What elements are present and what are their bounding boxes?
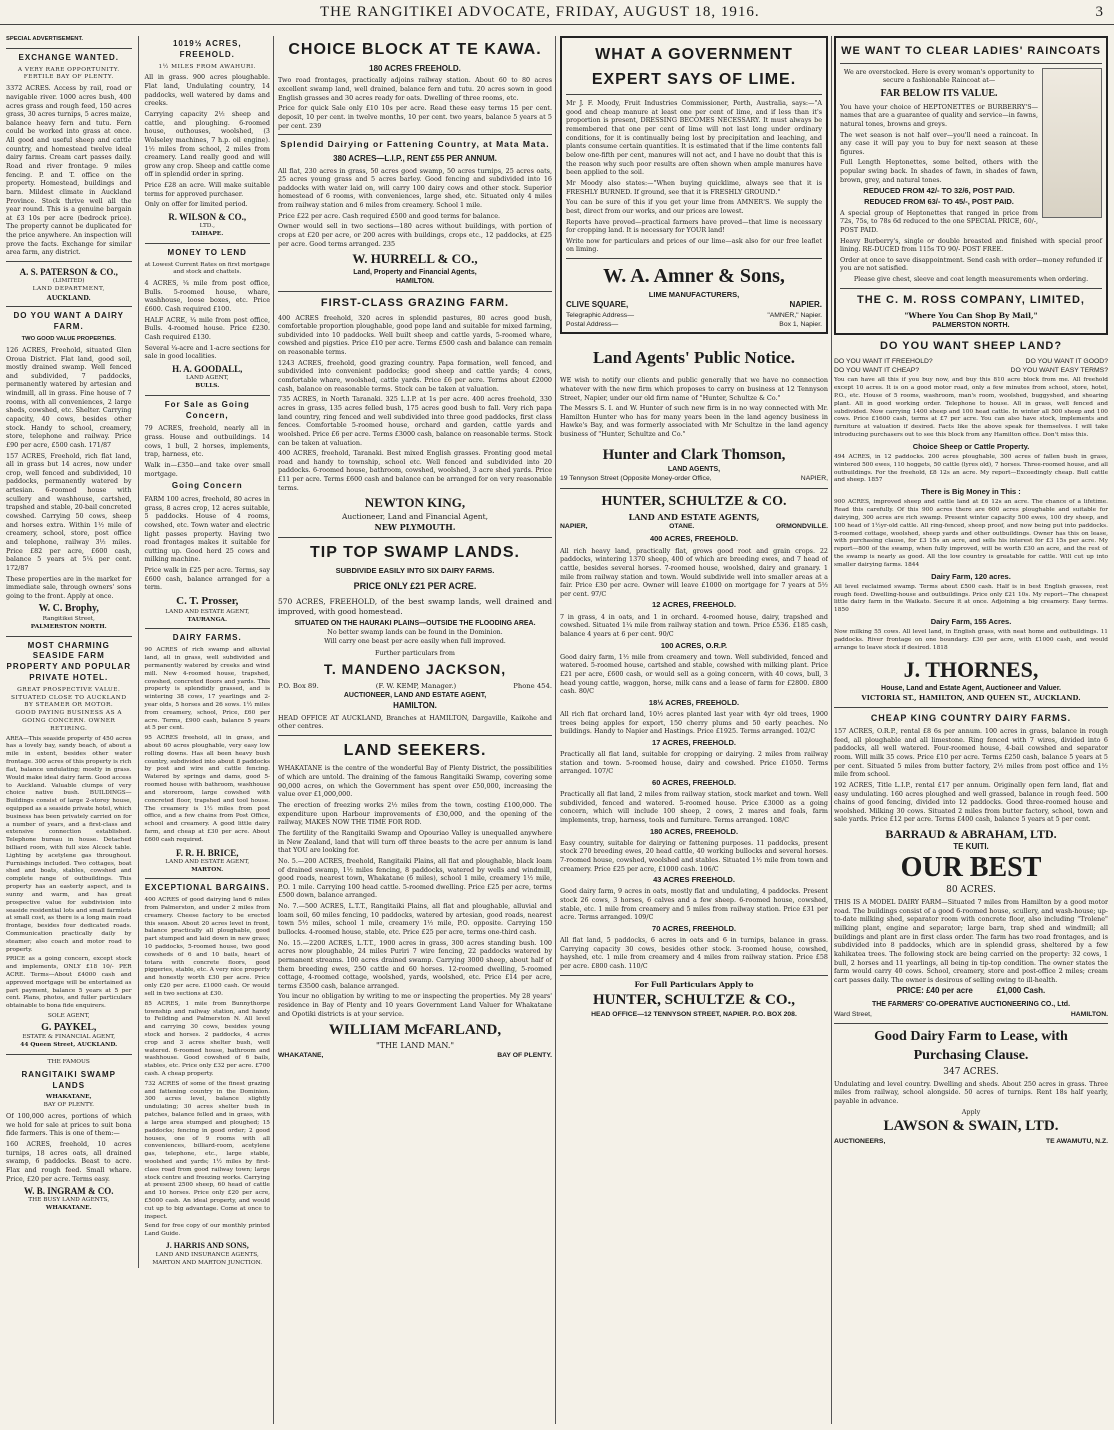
listing: 192 ACRES, Title L.I.P., rental £17 per annum. Originally open fern land, flat and easy undulating. 160 acres ploughed and well grassed, balance in rough feed. 500 chains of good fencing, divided into 12 paddocks. Good three-roomed house and woolshed. Milking 30 cows. Situated 2 miles from butter factory, school, town and sale yards. Price £12 per acre. Terms £400 cash, balance 5 years at 5 per cent. [834,780,1108,824]
hs-firm: HUNTER, SCHULTZE & CO. [601,493,787,509]
agent-name: H. A. GOODALL, [172,363,243,374]
raincoat-city: PALMERSTON NORTH. [932,321,1010,329]
agent-name: R. WILSON & CO., [168,212,247,223]
hs-towns [560,522,828,531]
notice-title: Land Agents' Public Notice. [592,348,796,368]
agent-name: J. THORNES, [903,656,1039,682]
agent-title: LAND AND INSURANCE AGENTS, [155,1251,259,1258]
listing: 126 ACRES, Freehold, situated Glen Oroua District. Flat land, good soil, mostly drained swamp. Well fenced and subdivided, 7 paddocks, permanently watered by artesian and windmill, all in grass. Fine house of 7 rooms, with all conveniences, 2 large sheds, cowshed, etc. Shelter. Carrying capacity, 40 cows, besides other stock. Handy to school, creamery, store, telephone and railway. Price £90 per acre, £500 cash. 171/87 [6,345,132,449]
listing: HALF ACRE, ¼ mile from post office, Bulls. 4-roomed house. Price £230. Cash required £130. [144,315,270,342]
hs-office: HEAD OFFICE—12 TENNYSON STREET, NAPIER. P.O. BOX 208. [591,1011,797,1019]
listing: Practically all flat land, 2 miles from railway station, stock market and town. Well subdivided, fenced and watered. 5-roomed house. Price £3000 as a going concern, which will include 100 sheep, 2 cows, 2 mares and foals, farm implements, trap, harness, tools and furniture. Terms arranged. 108/C [560,790,828,824]
agent-name: J. HARRIS AND SONS, [165,1241,249,1251]
listing: 90 ACRES of rich swamp and alluvial land, all in grass, well subdivided and permanently watered by creeks and wind mill. New 4-roomed house, trapshed, cowshed, concreted floors and yards. This property is splendidly grassed, and is wintering 38 cows, 17 yearlings and 2-year olds, 5 horses and 26 sows. 1½ miles from creamery, school, Price, £60 per acre. Terms, £900 cash, balance 5 years at 5 per cent. [144,647,270,732]
agent-phone: Phone 454. [513,682,552,691]
listing-heading: 180 ACRES, FREEHOLD. [649,826,739,836]
paterson-name: A. S. PATERSON & CO., [19,267,118,278]
listing: Good dairy farm, 1½ mile from creamery and town. Well subdivided, fenced and watered. 5-roomed house, cartshed and stable, cowshed with milking plant. Price £21 per acre, £600 cash, or would sell as a going concern, with 40 cows, bull, 3 head young cattle, waggon, horse, milk cans and a lease of farm for £2800. £800 cash. 80/C [560,652,828,696]
lime-body: Mr J. F. Moody, Fruit Industries Commissioner, Perth, Australia, says:—"A good and cheap manure at least one per cent of lime, and if less than it's proportion is present, DRESSING BECOMES NECESSARY. It must always be remembered that one per cent of lime will not last long under ordinary conditions, for it is continually being lost by precipitation and leaching, and plants consume certain quantities. It is estimated that if the lime contents fall below one-fifth per cent, manures will not act, and I have no doubt that this is the reason why such poor results are often shown when ample manures have been applied to the soil. [566,99,822,177]
best-address-row [834,1010,1108,1019]
subcolumn-right [145,36,271,1268]
lime-reports: Reports have proved—practical farmers have proved—that lime is necessary for cropping land. It is necessary for YOUR land! [566,217,822,235]
lease-acres: 347 ACRES. [943,1066,999,1077]
column-2 [278,36,552,1426]
listing: 157 ACRES, Freehold, rich flat land, all in grass but 14 acres, now under crop, well fenced and subdivided, 10 paddocks, permanently watered by artesian. 6-roomed house with scullery and washhouse, cartshed, trapshed and stable, 20-bail concreted cowshed. Carrying 50 cows, sheep and horses extra. Within 1½ mile of creamery, school, store, post office and telephone, railway 3½ miles. Price £82 per acre, £600 cash, balance 5 years at 5¼ per cent. 172/87 [6,451,132,572]
lease-title: Good Dairy Farm to Lease, with [874,1028,1068,1044]
paterson-city: AUCKLAND. [46,293,91,302]
grazing-title: FIRST-CLASS GRAZING FARM. [320,296,510,309]
best-city: HAMILTON. [1070,1010,1108,1018]
raincoat-price-1: REDUCED FROM 42/- TO 32/6, POST PAID. [863,186,1015,196]
sheep-title: DO YOU WANT SHEEP LAND? [879,340,1063,353]
listing: 732 ACRES of some of the finest grazing and fattening country in the Dominion. 300 acres level, balance slightly undulating; 30 acres shelter bush in patches, balance felled and in grass, with a large area stumped and ploughed; 15 paddocks; fencing in good order; 2 good houses, one of 9 rooms with all conveniences, billiard-room, acetylene gas, telephone, etc., large stable, woolshed and yards; 1½ miles by first-class road from good railway town; large stock centre and freezing works. Carrying at present 2500 sheep, 60 head of cattle and 10 horses. Price only £20 per acre, £5000 cash. An ideal property, and would cut up to big advantage. Come at once to inspect. [144,1080,270,1220]
raincoat-below: FAR BELOW ITS VALUE. [880,88,998,100]
agent-name: NEWTON KING, [364,495,466,511]
agent-ltd: LTD., [199,223,215,230]
agent-street: Rangitikei Street, [42,615,95,622]
lime-moody: Mr Moody also states:—"When buying quicklime, always see that it is FRESHLY BURNED. If ground, see that it is FRESHLY GROUND." [566,178,822,196]
listing: All rich heavy land, practically flat, grows good root and grain crops. 22 paddocks, wintering 1370 sheep, 400 of which are breeding ewes, and 7 head of cattle, besides several horses. 7-roomed house, woolshed, dairy and granary. 1 mile from railway station and town. Would subdivide well into smaller areas at a fair. Price £30 per acre. Owner will leave £1000 on mortgage for 7 years at 5½ per cent. 97/C [560,546,828,598]
agent-title: Auctioneer, Land and Financial Agent, [341,511,489,521]
seekers-title: LAND SEEKERS. [343,741,487,759]
agent-bay: BAY OF PLENTY. [497,1052,552,1060]
listing: 160 ACRES, freehold, 10 acres turnips, 18 acres oats, all drained swamp, 6 paddocks. Beast to acre. Flax and rough feed. Small whare. Price, £20 per acre. Terms easy. [6,1139,132,1183]
listing-heading: 17 ACRES, FREEHOLD. [652,737,736,747]
listing: These properties are in the market for immediate sale, through owners' sons going to the front. Apply at once. [6,574,132,600]
agent-city: WHAKATANE. [45,1205,92,1212]
column-rule [273,36,274,1424]
listing: Practically all flat land, suitable for cropping or dairying. 2 miles from railway station and town. 5-roomed house, dairy and cowshed. Price £1050. Terms arranged. 107/C [560,750,828,776]
going-title2: Going Concern [171,481,243,491]
agent-name: T. MANDENO JACKSON, [323,661,507,678]
listing-heading: 12 ACRES, FREEHOLD. [652,600,736,610]
column-rule [831,36,832,1424]
lime-firm: W. A. Amner & Sons, [603,265,785,288]
agent-city: WHAKATANE, [278,1052,324,1060]
agent-title: LAND AND ESTATE AGENT, [165,858,250,865]
awahuri-title: 1019½ ACRES, FREEHOLD. [172,39,242,59]
agent-title: LAND AND ESTATE AGENT, [165,608,250,615]
lime-street: CLIVE SQUARE, [566,300,629,310]
agent-city: TAIHAPE. [191,230,224,237]
lime-city: NAPIER. [789,300,822,310]
agent-title: ESTATE & FINANCIAL AGENT, [22,1034,116,1041]
agent-office: HEAD OFFICE AT AUCKLAND, Branches at HAMILTON, Dargaville, Kaikohe and other centres. [278,713,552,731]
listing: All flat land, 5 paddocks, 6 acres in oats and 6 in turnips, balance in grass. Carrying capacity 30 cows, besides other stock. 3-roomed house, cowshed, hayshed, etc. 1 mile from creamery and 4 miles from railway station. Price £58 per acre. £800 cash. 110/C [560,936,828,971]
listing: FARM 100 acres, freehold, 80 acres in grass, 8 acres crop, 12 acres suitable, 5 paddocks. House of 4 rooms, cowshed, etc. Town water and electric light passes property. Having two road frontages makes it suitable for cutting up. Good herd 25 cows and milking machine. [144,494,270,564]
lime-title2: EXPERT SAYS OF LIME. [591,70,797,88]
money-sub: at Lowest Current Rates on first mortgage and stock and chattels. [144,261,270,276]
sole-agent: SOLE AGENT, [47,1013,90,1020]
swamp-pay: Will carry one beast per acre easily when full improved. [324,637,506,645]
best-price-row [834,986,1108,997]
matamata-owner: Owner would sell in two sections—180 acres without buildings, with portion of crops at £20 per acre, or 200 acres with buildings, crops etc., 12 paddocks, at £25 per acre. Good terms arranged. 235 [278,222,552,248]
listing-heading: Dairy Farm, 155 Acres. [930,617,1012,627]
best-price: PRICE: £40 per acre [896,986,973,996]
hotel-sub: GREAT PROSPECTIVE VALUE. SITUATED CLOSE TO AUCKLAND BY STEAMER OR MOTOR. [11,686,127,709]
lease-title2: Purchasing Clause. [913,1047,1029,1063]
agent-city: HAMILTON. [395,278,435,286]
listing: 400 ACRES, freehold, Taranaki. Best mixed English grasses. Fronting good metal road and handy to township, school etc. Well fenced and subdivided into 20 paddocks. 6-roomed house, bathroom, cowshed, woolshed, 3 acre shed yards. Price £11 per acre. Terms £600 cash and balance can be arranged for on very reasonable terms. [278,449,552,492]
going-title: For Sale as Going Concern, [164,399,250,420]
matamata-body: All flat, 230 acres in grass, 50 acres good swamp, 50 acres turnips, 25 acres oats, 25 acres young grass and 5 acres barley. Good fencing and subdivided into 16 paddocks with water laid on, will carry 100 dairy cows and other stock. Superior homestead of 6 rooms, with conveniences, large shed, etc. Situated only 4 miles from railway station and 6 miles from creamery. School 1 mile. [278,166,552,210]
seekers-body3: The fertility of the Rangitaiki Swamp and Opouriao Valley is unequalled anywhere in New Zealand, land that will turn off three beasts to the acre per annum is land that YOU are looking for. [278,828,552,855]
sheep-question: DO YOU WANT IT GOOD? [1025,358,1108,366]
lease-firm: LAWSON & SWAIN, LTD. [883,1118,1059,1135]
listing-heading: Dairy Farm, 120 acres. [931,571,1011,581]
listing: Easy country, suitable for dairying or fattening purposes. 11 paddocks, present stock 270 breeding ewes, 20 head cattle, 40 working bullocks and several horses. 7-roomed house, cowshed, woolshed and stables. Situated 1½ mile from town and creamery. Price £25 per acre, £1000 cash. 106/C [560,838,828,873]
raincoat-body: You have your choice of HEPTONETTES or BURBERRY'S—names that are a guarantee of quality and service—in fawns, natural tones, browns and greys. [840,102,1038,128]
swamp-sub: SUBDIVIDE EASILY INTO SIX DAIRY FARMS. [335,566,495,576]
raincoat-wet: The wet season is not half over—you'll need a raincoat. In any case it will pay you to buy for next season at these figures. [840,130,1038,156]
hs-agents: LAND AND ESTATE AGENTS, [628,511,760,522]
listing: No. 7.—500 ACRES, L.T.T., Rangitaiki Plains, all flat and ploughable, alluvial and loam soil, 60 miles fencing, 10 paddocks, watered by artesian, good roads, nearest town 5½ miles, school 1 mile, creamery 1½ mile, P.O. opposite. Carrying 150 bullocks. 4-roomed house, stable, etc. Price £25 per acre, terms one-third cash. [278,902,552,936]
lease-t1: AUCTIONEERS, [834,1137,886,1145]
listing: Good dairy farm, 9 acres in oats, mostly flat and undulating, 4 paddocks. Present stock 26 cows, 3 horses, 6 calves and a few sheep. 6-roomed house, cowshed, stable, etc. 1 mile from creamery and 5 miles from railway station. Price £31 per acre. Terms arranged. 109/C [560,887,828,922]
lime-write: Write now for particulars and prices of our lime—ask also for our free leaflet on liming. [566,236,822,254]
matamata-title: Splendid Dairying or Fattening Country, at Mata Mata. [280,139,550,150]
listing: 900 ACRES, improved sheep and cattle land at £6 12s an acre. The chance of a lifetime. Read this carefully. Of this 900 acres there are 600 acres ploughable and suitable for dairying, 300 acres are rich swamp. Present winter capacity 500 ewes, 100 dry sheep, and 100 head of 1½yr-old cattle. All ring-fenced, sheep proof, and now being put into paddocks. 5-roomed cottage, woolshed, sheep yards and other outbuildings. Owner has this on lease, with purchasing clause, for £3 15s an acre, and sells his interest for £3 15s per acre. My report—800 of the swamp, when fully improved, will be worth £30 an acre, and the rest of the swamp is nearly as good. All the low country is greatable for cattle. Will cut up into smaller dairying farms. 1844 [834,499,1108,568]
agent-title: Land, Property and Financial Agents, [353,268,477,276]
tekawa-body: Two road frontages, practically adjoins railway station. About 60 to 80 acres excellent swamp land, well drained, balance fern and tutu. 20 acres sown in good English grasses and 30 acres ready for oats. Dwelling of three rooms, etc. [278,76,552,102]
sheep-body: You can have all this if you buy now, and buy this 810 acre block from me. All freehold except 10 acres. It is on a good motor road, only a few minutes from school, store, hotel, P.O., etc. House of 5 rooms, washroom, man's room, woolshed, buggyshed, and shearing plant. All in good working order. Telephone to house. All in grass, well fenced and subdivided. Now carrying 1400 sheep and 100 head cattle. In winter all 500 sheep and 100 cows. Price £1600 cash, terms at £7 per acre. You can also have stock, implements and furniture at valuation if desired. Facts like the above speak for themselves. I will take introducing purchasers out to see this block from any Hamilton office. Don't miss this. [834,377,1108,439]
raincoat-ad [834,36,1108,335]
listing: Send for free copy of our monthly printed Land Guide. [144,1223,270,1238]
hotel-price: PRICE as a going concern, except stock and implements, ONLY £18 10/- PER ACRE. Terms—About £4000 cash and approved mortgage will be entertained as part payment, balance 5 years at 5 per cent. Plans, photos, and fuller particulars obtainable to bona fide enquirers. [6,956,132,1010]
masthead-title: THE RANGITIKEI ADVOCATE, FRIDAY, AUGUST 18, 1916. [320,4,760,20]
lime-trade: LIME MANUFACTURERS, [648,290,740,300]
king-title: CHEAP KING COUNTRY DAIRY FARMS. [870,712,1072,723]
hs-town: OTANE. [669,523,695,531]
agent-city: NEW PLYMOUTH. [374,522,456,533]
notice-agents: LAND AGENTS, [667,466,721,474]
agent-city: HAMILTON. [393,700,437,710]
swamp-situated: SITUATED ON THE HAURAKI PLAINS—OUTSIDE THE FLOODING AREA. [294,619,536,627]
raincoat-title: WE WANT TO CLEAR LADIES' RAINCOATS [841,45,1101,57]
sheep-question: DO YOU WANT IT FREEHOLD? [834,358,933,366]
rangitaiki-title: RANGITAIKI SWAMP LANDS [21,1069,116,1090]
lease-address-row [834,1137,1108,1146]
agent-address: 44 Queen Street, AUCKLAND. [20,1042,118,1049]
hotel-body: AREA—This seaside property of 450 acres has a lovely bay, sandy beach, of about a mile in extent, besides other water frontage. 300 acres of this property is rich flat, balance undulating; mostly in grass. Would make ideal dairy farm. Good access to Auckland. Valuable clumps of very choice native bush. BUILDINGS—Buildings consist of large 2-storey house, equipped as a seaside private hotel, which business has been privately carried on for a number of years, and a first-class and extensive connection established. Telephone bureau in house. Detached billiard room, with full size Alcock table. Lighting by acetylene gas throughout. Furnishings included. Two cottages, boat shed and boats, stables, cowshed and complete range of outbuildings. This property has an easterly aspect, and is sunny and warm, and has great prospective value for subdivision into seaside residential lots and small farmlets at small cost, as there is a long main road frontage, besides four dedicated roads. Communication practically daily by steamer; also coach and motor road to property. [6,735,132,953]
listing-heading: 43 ACRES FREEHOLD. [653,875,735,885]
agent-location-row [278,1051,552,1060]
lime-postal-label: Postal Address— [566,321,619,329]
listing-heading: 400 ACRES, FREEHOLD. [649,534,739,544]
agent-title: House, Land and Estate Agent, Auctioneer and Valuer. [881,685,1061,693]
best-street: Ward Street, [834,1010,872,1018]
raincoat-order: Order at once to save disappointment. Send cash with order—money refunded if you are not satisfied. [840,255,1102,273]
rangitaiki-bay: BAY OF PLENTY. [43,1102,94,1109]
lime-title: WHAT A GOVERNMENT [595,46,793,63]
listing-heading: There is Big Money in This : [921,487,1021,497]
exchange-body: 3372 ACRES. Access by rail, road or navigable river. 1000 acres bush, 400 acres grass and rough feed, 150 acres grass, 30 acres turnips, 5 acres maize, balance heavy fern and tutu. Fern could be worked into grass at once. All good and useful sheep and cattle country, and homestead twelve ideal dairy farms. Cream cart passes daily. Road and river frontage. 9 miles fencing. P. and T. office on the property. Homestead, buildings and barn. Mildest climate in Auckland Province. Stock thrive well all the year round. This is a genuine bargain at £3 10s per acre (bedrock price). The property cannot be duplicated for the price anywhere. An inspection will prove the facts. Exchange for similar area farm, any district. [6,84,132,257]
special-ad-label: SPECIAL ADVERTISEMENT. [6,36,83,42]
listing: 95 ACRES freehold, all in grass, and about 60 acres ploughable, very easy low rolling downs. Has all been heavy bush country, subdivided into about 8 paddocks by post and wire and cattle fencing. Watered by springs and dams, good 5-roomed house with bathroom, washhouse and storeroom, large cowshed with concreted floor, trapshed and tool house. The creamery is 1½ miles from post office, and a few chains from Post Office, school and creamery. A good little dairy farm, and cheap at £30 per acre. About £600 cash required. [144,735,270,843]
swamp-better: No better swamp lands can be found in the Dominion. [327,628,503,637]
agent-city: BULLS. [195,382,220,389]
swamp-further: Further particulars from [375,648,455,657]
agent-name: WILLIAM McFARLAND, [328,1022,502,1039]
seekers-you: You incur no obligation by writing to me or inspecting the properties. My 28 years' residence in Bay of Plenty and 10 years Government Land Valuer for Whakatane and Opotiki districts is at your service. [278,992,552,1018]
exchange-title: EXCHANGE WANTED. [18,52,119,62]
tekawa-price: Price for quick Sale only £10 10s per acre. Read these easy terms 15 per cent. deposit, 10 per cent. in twelve months, 10 per cent. two years, balance 5 years at 5 per cent. 239 [278,104,552,130]
column-rule [555,36,556,1424]
matamata-price: Price £22 per acre. Cash required £500 and good terms for balance. [278,211,501,220]
lime-tele-row [566,311,822,320]
listing: 735 ACRES, in North Taranaki. 325 L.I.P. at 1s per acre. 400 acres freehold, 330 acres in grass, 135 acres felled bush, 175 acres good bush to fall. Very rich papa land country, ring fenced and well subdivided into three good paddocks, first class fences. Comfortable 5-roomed house, orchard and garden, cattle yards and woolshed. Price £6 per acre. Terms £3000 cash, balance on reasonable terms. Stock can be taken at valuation. [278,395,552,447]
rangitaiki-place: WHAKATANE, [45,1094,92,1101]
listing: Now milking 55 cows. All level land, in English grass, with neat home and outbuildings. 11 paddocks. River frontage on one boundary. £30 per acre, with £1000 cash, and would arrange to leave stock if desired. 1818 [834,629,1108,651]
lease-apply: Apply [961,1107,981,1116]
rangitaiki-famous: THE FAMOUS [47,1059,90,1065]
swamp-price: PRICE ONLY £21 PER ACRE. [353,580,477,591]
hs-full: For Full Particulars Apply to [634,979,754,989]
listing: 85 ACRES, 1 mile from Bunnythorpe township and railway station, and handy to Feilding and Palmerston N. All level and carrying 30 cows, besides young stock and horses. 2 paddocks, 4 acres crop and 3 acres shelter bush, well watered. 6-roomed house, bathroom and washhouse. Good cowshed of 6 bails, stables, etc. Price only £32 per acre. £700 cash. A cheap property. [144,1000,270,1078]
masthead [0,0,1114,25]
hotel-sub2: GOOD PAYING BUSINESS AS A GOING CONCERN. OWNER RETIRING. [15,710,123,732]
matamata-sub: 380 ACRES—L.I.P., RENT £55 PER ANNUM. [333,153,497,163]
rangitaiki-body: Of 100,000 acres, portions of which we hold for sale at prices to suit bona fide farmers. This is one of them:— [6,1112,132,1138]
listing-heading: 18½ ACRES, FREEHOLD. [648,697,740,707]
subcolumn-left [6,36,132,1268]
money-title: MONEY TO LEND [167,247,247,257]
listing-heading: Choice Sheep or Cattle Property. [912,441,1030,451]
notice-body2: The Messrs S. I. and W. Hunter of such new firm is in no way connected with Mr. Hamilton Hunter who has for many years been in the land agency business in Hawke's Bay, and was formerly associated with Mr Schultze in the land agency business of "Hunter, Schultze and Co." [560,404,828,439]
listing: 400 ACRES of good dairying land 6 miles from Palmerston, and under 2 miles from creamery. Cheese factory to be erected this season. About 20 acres level in front, balance practically all ploughable, good part stumped and laid down in new grass; 10 paddocks, 5-roomed house, two good cowsheds of 6 and 10 bails, heart of totara with concrete floors, good piggeries, stable, etc. A very nice property and honestly worth £30 per acre. Price only £20 per acre. £1000 cash. Or would sell in two sections at £30. [144,897,270,997]
agent-tag: "THE LAND MAN." [375,1040,455,1050]
page-number: 3 [1095,4,1104,20]
lime-tele-label: Telegraphic Address— [566,312,635,319]
best-sub: 80 ACRES. [946,884,996,895]
notice-address-row [560,474,828,483]
agent-city: MARTON. [191,866,224,873]
tekawa-sub: 180 ACRES FREEHOLD. [369,63,461,73]
listing: 494 ACRES, in 12 paddocks. 200 acres ploughable, 300 acres of fallen bush in grass, wintered 500 ewes, 110 hoggets, 50 cattle (lyres old), 7 horses. Three-roomed house, and all outbuildings. For the freehold, £8 12s an acre. My report—Exceedingly cheap. Bull cattle and sheep. 1857 [834,453,1108,484]
dairy-farm-sub: TWO GOOD VALUE PROPERTIES. [21,336,116,343]
listing: All in grass. 900 acres ploughable. Flat land, Undulating country, 14 paddocks, well watered by dams and creeks. [144,73,270,108]
agent-city: PALMERSTON NORTH. [30,623,107,630]
agent-name: C. T. Prosser, [176,595,239,608]
agent-name: W. B. INGRAM & CO. [24,1186,114,1197]
agent-name: W. C. Brophy, [38,603,99,615]
listing: 1243 ACRES, freehold, good grazing country. Papa formation, well fenced, and subdivided into convenient paddocks; good sheep and cattle yards; 4 cows, comfortable whare, woolshed, cattle yards. Price £6 per acre. Terms about £2000 cash, balance on reasonable terms. Stock can be taken at valuation. [278,358,552,393]
hs-town: ORMONDVILLE. [775,523,828,531]
bargains-title: EXCEPTIONAL BARGAINS. [144,883,270,893]
best-firm: THE FARMERS' CO-OPERATIVE AUCTIONEERING CO., Ltd. [871,1001,1071,1009]
listing: Price walk in £25 per acre. Terms, say £600 cash, balance arranged for a term. [144,566,270,592]
paterson-dept: LAND DEPARTMENT, [32,286,105,292]
listing: No. 15.—2200 ACRES, L.T.T., 1900 acres in grass, 300 acres standing bush. 100 acres now ploughable, 24 miles Puriri 7 wire fencing, 22 paddocks watered by permanent streams. 100 acres drained swamp. Carrying 3000 sheep, about half of them breeding ewes, 250 cattle and 60 horses. 12-roomed dwelling, 5-roomed cottage, 4-roomed cottage, woolshed, yards, woolshed, etc. Price £14 per acre, terms £3500 cash, balance arranged. [278,938,552,990]
agent-city: TAURANGA. [187,616,228,623]
agent-name: G. PAYKEL, [41,1021,97,1033]
hs-town: NAPIER, [560,523,588,531]
listing-heading: 60 ACRES, FREEHOLD. [652,777,736,787]
agent-title: AUCTIONEER, LAND AND ESTATE AGENT, [343,692,487,700]
lime-sure: You can be sure of this if you get your lime from AMNER'S. We supply the best, direct from our works, and our prices are lowest. [566,198,822,215]
lime-tele-value: "AMNER," Napier. [767,312,822,319]
raincoat-price-2: REDUCED FROM 63/- TO 45/-, POST PAID. [864,196,1014,206]
lime-postal-row [566,320,822,329]
sheep-question: DO YOU WANT EASY TERMS? [1010,367,1108,375]
raincoat-tag: "Where You Can Shop By Mail," [904,310,1038,320]
listing: 400 ACRES freehold, 320 acres in splendid pastures, 80 acres good bush, comfortable proportion ploughable, good pope land and suitable for mixed farming, subdivided into 10 paddocks. Well built sheep and cattle yards, 5-roomed whare, cowshed and pigsties. Price £10 per acre. Terms £500 cash and balance can remain on reasonable terms. [278,313,552,357]
agent-title: THE BUSY LAND AGENTS, [28,1197,110,1204]
listing: 4 ACRES, ¼ mile from post office, Bulls. 5-roomed house, whare, washhouse, loose boxes, etc. Price £600. Cash required £100. [144,279,270,314]
column-4 [834,36,1108,1426]
seekers-body2: The erection of freezing works 2½ miles from the town, costing £100,000. The expenditure upon Harbour improvements of £30,000, and the opening of the railway, MAKES NOW THE TIME FOR ROD. [278,801,552,827]
sheep-question: DO YOU WANT IT CHEAP? [834,367,920,375]
lime-postal-value: Box 1, Napier. [779,321,822,329]
lease-body: Undulating and level country. Dwelling and sheds. About 250 acres in grass. Three miles from railway, school alongside. 50 acres of turnips. Rent 18s half yearly, payable in advance. [834,1079,1108,1106]
awahuri-sub: 1½ MILES FROM AWAHURI. [158,63,256,70]
sheep-questions-2 [834,366,1108,375]
notice-body: WE wish to notify our clients and public generally that we have no connection whatever with the new firm which proposes to carry on business at 12 Tennyson Street, Napier, under our old firm name of "Hunter, Schultze & Co." [560,376,828,402]
king-city: TE KUITI. [953,842,989,852]
raincoat-full: Full Length Heptonettes, some belted, others with the popular swing back. In shades of fawn, in shades of fawn, brown, grey, and natural tones. [840,158,1038,184]
best-title: OUR BEST [900,852,1042,884]
agent-box: P.O. Box 89. [278,682,319,691]
best-cash: £1,000 Cash. [996,986,1046,996]
listing: All rich flat orchard land, 10½ acres planted last year with 4yr old trees, 1900 trees being apples for export, 150 cherry plums and 50 early peaches. No buildings. Handy to Napier and Hastings. Price £1925. Terms arranged. 102/C [560,709,828,736]
swamp-title: TIP TOP SWAMP LANDS. [310,543,520,561]
lease-t2: TE AWAMUTU, N.Z. [1045,1137,1108,1145]
agent-name: F. R. H. BRICE, [176,847,239,858]
raincoat-please: Please give chest, sleeve and coat length measurements when ordering. [853,275,1089,284]
listing: Only on offer for limited period. [144,200,248,209]
agent-contact-row [278,682,552,691]
best-body: THIS IS A MODEL DAIRY FARM—Situated 7 miles from Hamilton by a good motor road. The buildings consist of a good 6-roomed house, scullery, and wash-house; up-to-date milking shed, separator room with concrete floor, also including "Trolene" milking plant, engine and separator; large barn, trap shed and windmill; all buildings and plant are in first class order. The farm has two road frontages, and is subdivided into 8 paddocks, which are in splendid grass, sheltered by a few kahikatea trees. The following stock are being carried on the property: 32 cows, 1 bull, 2 horses and 11 yearlings, all being in tip-top condition. The owner states the farm would carry 40 cows. School, creamery, store and post-office 2 miles; cream cart passes daily. The owner is desirous of selling owing to ill-health. [834,898,1108,984]
raincoat-intro: We are overstocked. Here is every woman's opportunity to secure a fashionable Raincoat at— [843,67,1035,85]
agent-manager: (F. W. KEMP, Manager.) [375,682,457,691]
king-firm: BARRAUD & ABRAHAM, LTD. [885,827,1057,842]
listing: 7 in grass, 4 in oats, and 1 in orchard. 4-roomed house, dairy, trapshed and cowshed. Situated 1¼ mile from railway station and town. Price £536. £185 cash, balance 4 years at 6 per cent. 90/C [560,612,828,638]
listing: 157 ACRES, O.R.P., rental £8 6s per annum. 100 acres in grass, balance in rough feed, all ploughable and all limestone. Ring fenced with 7 wires, divided into 6 paddocks, all well watered. Four-roomed house, 4-bail cowshed and separator room. Will milk 35 cows. Price £10 per acre. Terms £250 cash, balance 5 years at 5 per cent. Situated 5 miles from butter factory, 2½ miles from post office and 1½ mile from school. [834,727,1108,779]
agent-address: VICTORIA ST., HAMILTON, AND QUEEN ST., AUCKLAND. [861,693,1081,702]
seekers-body: WHAKATANE is the centre of the wonderful Bay of Plenty District, the possibilities of which are untold. The draining of the famous Rangitaiki Swamp, covering some 90,000 acres, on which the Government has spent over £50,000, increasing the value over £1,000,000. [278,764,552,799]
column-3 [560,36,828,1426]
listing: Carrying capacity 2½ sheep and cattle, and ploughing. 6-roomed house, outhouses, woolshed, (3 Wolseley machines, 7 h.p. oil engine). 1½ miles from school, 2 miles from creamery. Land really good and will grow any crop. Sheep and cattle come off in splendid order in spring. [144,109,270,179]
listing: All level reclaimed swamp. Terms about £500 cash. Half is in best English grasses, rest rough feed. Dwelling-house and outbuildings. Price only £21 10s. My report—The cheapest little dairy farm in the Waikato. Secure it at once. Adjoining a big creamery. Easy terms. 1850 [834,583,1108,614]
listing: Several ¼-acre and 1-acre sections for sale in good localities. [144,343,270,361]
listing: Walk in—£350—and take over small mortgage. [144,460,270,478]
notice-city: NAPIER, [800,475,828,483]
agent-city: MARTON AND MARTON JUNCTION. [152,1259,263,1266]
tekawa-title: CHOICE BLOCK AT TE KAWA. [288,41,542,58]
listing-heading: 100 ACRES, O.R.P. [660,640,728,650]
dairy-farm-title: DO YOU WANT A DAIRY FARM. [13,311,124,332]
listing: No. 5.—200 ACRES, freehold, Rangitaiki Plains, all flat and ploughable, black loam of drained swamp, 1½ miles fencing, 8 paddocks, watered by wells and windmill, good roads, nearest town, Whakatane (6 miles), school 1 mile, creamery 1½ mile, P.O. 1 mile. Carrying 100 head cattle. 5-roomed dwelling. Price £25 per acre, terms £500 down, balance arranged. [278,856,552,900]
dairy-title: DAIRY FARMS. [172,633,242,643]
raincoat-special: A special group of Heptonettes that ranged in price from 72s, 75s, to 78s 6d reduced to the one SPECIAL PRICE, 60/-, POST PAID. [840,208,1038,234]
swamp-p570: 570 ACRES, FREEHOLD, of the best swamp lands, well drained and improved, with good homestead. [278,596,552,616]
hs-firm2: HUNTER, SCHULTZE & CO., [593,991,795,1008]
sheep-questions [834,357,1108,366]
inner-rule [138,36,139,1268]
raincoat-firm: THE C. M. ROSS COMPANY, LIMITED, [857,293,1085,306]
agent-name: W. HURRELL & CO., [352,251,478,267]
listing: Price £28 an acre. Will make suitable terms for approved purchaser. [144,181,270,198]
column-1 [6,36,270,1426]
listing-heading: 70 ACRES, FREEHOLD. [652,923,736,933]
notice-address: 19 Tennyson Street (Opposite Money-order Office, [560,475,712,483]
raincoat-illustration [1042,68,1102,218]
lime-ad [560,36,828,334]
paterson-limited: (LIMITED) [52,278,85,285]
hotel-title: MOST CHARMING SEASIDE FARM PROPERTY AND POPULAR PRIVATE HOTEL. [6,640,131,682]
agent-title: LAND AGENT, [185,375,229,382]
lime-address-row [566,300,822,311]
raincoat-burberry: Heavy Burberry's, single or double breasted and finished with special proof lining. RE-DUCED from 115s TO 90/- POST FREE. [840,236,1102,254]
listing: 79 ACRES, freehold, nearly all in grass. House and outbuildings. 14 cows, 1 bull, 2 horses, implements, trap, harness, etc. [144,424,270,459]
exchange-sub: A VERY RARE OPPORTUNITY. [17,66,120,73]
exchange-sub2: FERTILE BAY OF PLENTY. [23,74,114,81]
notice-firm: Hunter and Clark Thomson, [602,446,786,463]
